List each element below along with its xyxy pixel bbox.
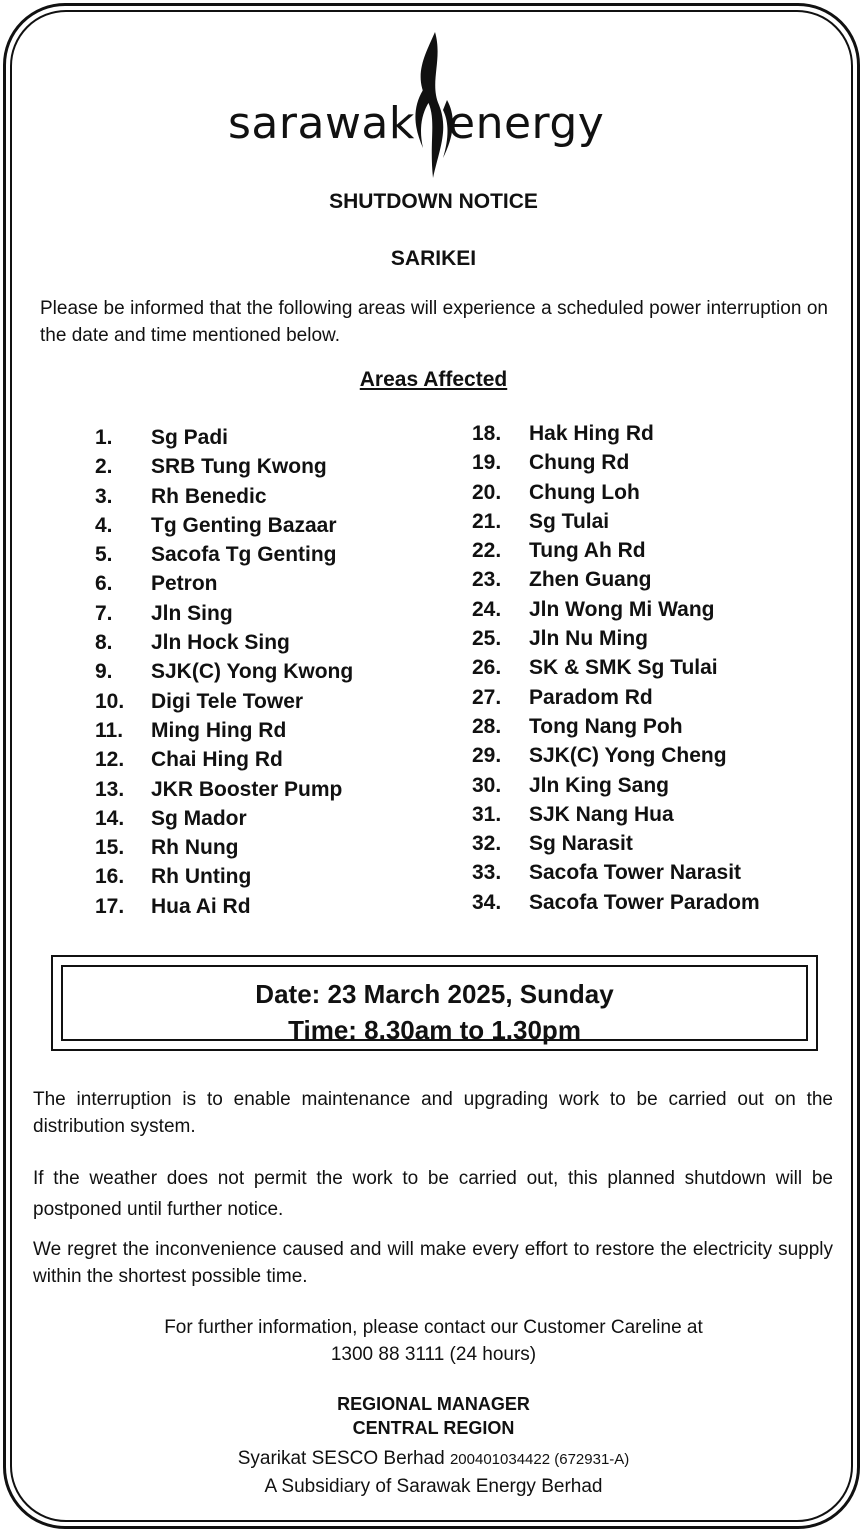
list-item: 12. Chai Hing Rd [95,748,283,772]
list-item: 29. SJK(C) Yong Cheng [472,744,727,768]
intro-paragraph: Please be informed that the following areas will experience a scheduled power interruption on the date and time mentioned below. [40,298,828,346]
contact-block [0,1314,867,1368]
list-item: 17. Hua Ai Rd [95,894,251,918]
list-item: 22. Tung Ah Rd [472,539,646,563]
list-item: 24. Jln Wong Mi Wang [472,597,715,621]
company-line [0,1445,867,1473]
contact-line: For further information, please contact our Customer Careline at [164,1317,703,1338]
schedule-box-inner [61,965,808,1045]
list-item: 2. SRB Tung Kwong [95,455,327,479]
company-block [0,1445,867,1500]
apology-paragraph: We regret the inconvenience caused and will make every effort to restore the electricity supply within the shortest possible time. [33,1239,833,1287]
schedule-time: Time: 8.30am to 1.30pm [288,1015,581,1045]
areas-list-left [95,423,353,921]
list-item: 4. Tg Genting Bazaar [95,513,337,537]
list-item: 15. Rh Nung [95,836,239,860]
list-item: 6. Petron [95,572,218,596]
list-item: 25. Jln Nu Ming [472,627,648,651]
list-item: 31. SJK Nang Hua [472,802,674,826]
list-item: 16. Rh Unting [95,865,252,889]
list-item: 23. Zhen Guang [472,568,652,592]
list-item: 34. Sacofa Tower Paradom [472,890,760,914]
list-item: 18. Hak Hing Rd [472,422,654,445]
company-registration: 200401034422 (672931-A) [449,1451,630,1468]
list-item: 10. Digi Tele Tower [95,689,304,713]
weather-paragraph: If the weather does not permit the work to be carried out, this planned shutdown will be postponed until further notice. [33,1168,833,1220]
subsidiary-line: A Subsidiary of Sarawak Energy Berhad [264,1476,603,1497]
list-item: 8. Jln Hock Sing [95,631,290,655]
list-item: 27. Paradom Rd [472,685,653,709]
careline-number: 1300 88 3111 (24 hours) [330,1344,537,1365]
list-item: 13. JKR Booster Pump [95,777,343,801]
maintenance-paragraph: The interruption is to enable maintenance and upgrading work to be carried out on the distribution system. [33,1089,833,1137]
list-item: 5. Sacofa Tg Genting [95,543,337,567]
region-title: CENTRAL REGION [352,1418,515,1438]
list-item: 28. Tong Nang Poh [472,714,683,738]
notice-region: SARIKEI [390,247,477,270]
list-item: 1. Sg Padi [95,426,229,449]
manager-title: REGIONAL MANAGER [337,1394,530,1414]
schedule-date: Date: 23 March 2025, Sunday [255,979,614,1009]
logo-right-word: energy [448,98,605,149]
logo-left-word: sarawak [228,98,415,149]
list-item: 14. Sg Mador [95,806,247,830]
schedule-box [51,955,818,1051]
signature-block [0,1392,867,1440]
list-item: 32. Sg Narasit [472,832,633,856]
areas-list-right [472,419,760,917]
list-item: 9. SJK(C) Yong Kwong [95,660,354,684]
list-item: 20. Chung Loh [472,480,640,504]
list-item: 30. Jln King Sang [472,773,670,797]
list-item: 33. Sacofa Tower Narasit [472,861,742,885]
list-item: 7. Jln Sing [95,601,233,625]
list-item: 11. Ming Hing Rd [95,718,287,742]
list-item: 21. Sg Tulai [472,509,610,533]
company-name: Syarikat SESCO Berhad [237,1448,445,1469]
notice-title: SHUTDOWN NOTICE [329,190,538,213]
list-item: 3. Rh Benedic [95,484,267,508]
list-item: 19. Chung Rd [472,451,630,475]
areas-heading: Areas Affected [359,368,508,391]
list-item: 26. SK & SMK Sg Tulai [472,656,718,680]
